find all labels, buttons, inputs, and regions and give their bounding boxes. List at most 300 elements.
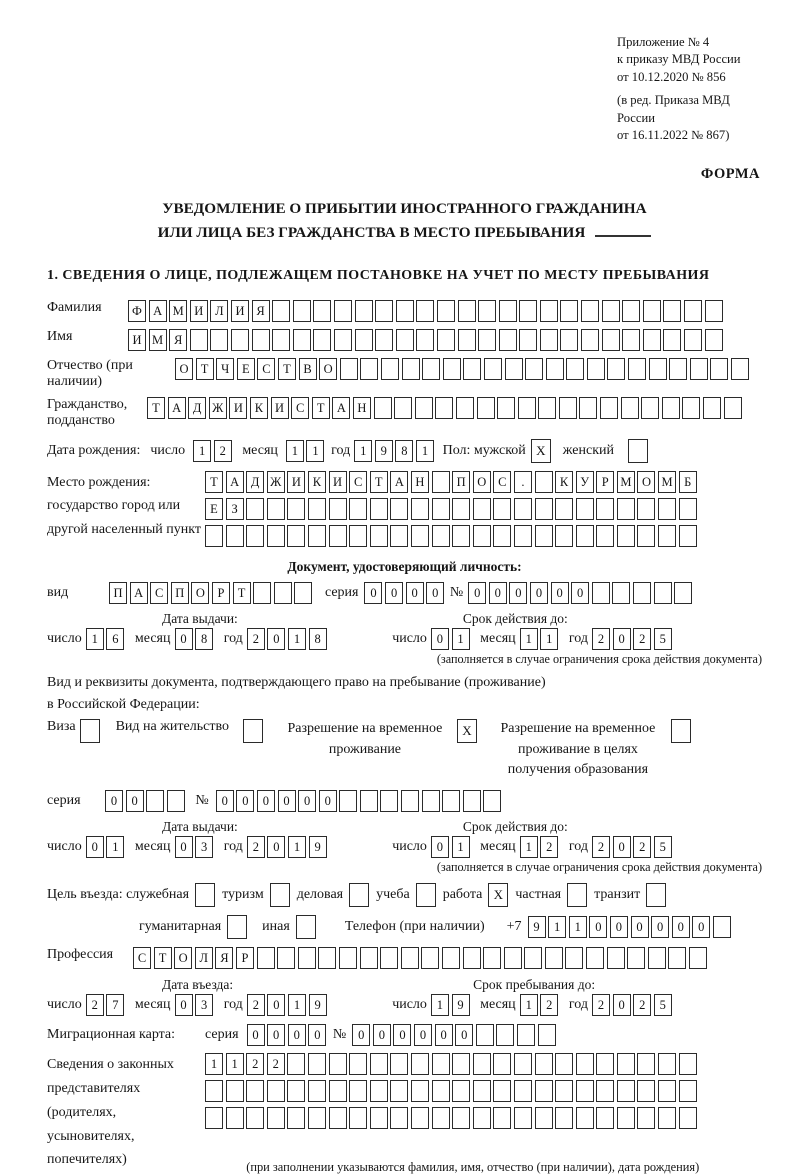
char-cell[interactable]: 9 [309, 836, 327, 858]
char-cell[interactable]: 9 [375, 440, 393, 462]
char-cell[interactable]: Т [278, 358, 296, 380]
char-cell[interactable] [452, 1080, 470, 1102]
char-cell[interactable]: 0 [489, 582, 507, 604]
char-cell[interactable] [370, 1080, 388, 1102]
char-cell[interactable] [596, 1080, 614, 1102]
char-cell[interactable]: 0 [236, 790, 254, 812]
char-cell[interactable] [535, 471, 553, 493]
char-cell[interactable]: 5 [654, 836, 672, 858]
char-cell[interactable]: 0 [308, 1024, 326, 1046]
char-cell[interactable] [463, 947, 481, 969]
char-cell[interactable] [370, 525, 388, 547]
char-cell[interactable]: 0 [364, 582, 382, 604]
char-cell[interactable] [555, 1053, 573, 1075]
char-cell[interactable] [349, 1107, 367, 1129]
char-cell[interactable] [432, 471, 450, 493]
visa-checkbox[interactable] [80, 719, 100, 743]
char-cell[interactable] [649, 358, 667, 380]
char-cell[interactable] [679, 1053, 697, 1075]
char-cell[interactable]: Т [233, 582, 251, 604]
char-cell[interactable] [535, 498, 553, 520]
char-cell[interactable] [246, 525, 264, 547]
char-cell[interactable] [555, 1107, 573, 1129]
char-cell[interactable]: 2 [247, 836, 265, 858]
char-cell[interactable] [432, 498, 450, 520]
char-cell[interactable] [473, 1107, 491, 1129]
char-cell[interactable] [555, 498, 573, 520]
char-cell[interactable] [477, 397, 495, 419]
char-cell[interactable] [682, 397, 700, 419]
char-cell[interactable] [437, 300, 455, 322]
char-cell[interactable] [637, 1053, 655, 1075]
char-cell[interactable] [654, 582, 672, 604]
char-cell[interactable] [648, 947, 666, 969]
char-cell[interactable]: 1 [288, 628, 306, 650]
char-cell[interactable]: 0 [610, 916, 628, 938]
char-cell[interactable]: 0 [414, 1024, 432, 1046]
char-cell[interactable] [452, 1107, 470, 1129]
char-cell[interactable] [340, 358, 358, 380]
char-cell[interactable] [394, 397, 412, 419]
char-cell[interactable] [411, 1080, 429, 1102]
char-cell[interactable]: 0 [509, 582, 527, 604]
char-cell[interactable]: 0 [393, 1024, 411, 1046]
char-cell[interactable] [473, 1080, 491, 1102]
char-cell[interactable] [452, 498, 470, 520]
transit-checkbox[interactable] [646, 883, 666, 907]
char-cell[interactable] [401, 790, 419, 812]
char-cell[interactable] [576, 1080, 594, 1102]
char-cell[interactable] [287, 1080, 305, 1102]
char-cell[interactable]: 0 [278, 790, 296, 812]
char-cell[interactable]: 0 [631, 916, 649, 938]
char-cell[interactable] [380, 947, 398, 969]
char-cell[interactable]: Е [205, 498, 223, 520]
char-cell[interactable]: Ч [216, 358, 234, 380]
char-cell[interactable] [298, 947, 316, 969]
char-cell[interactable] [355, 329, 373, 351]
char-cell[interactable]: О [191, 582, 209, 604]
char-cell[interactable]: 1 [226, 1053, 244, 1075]
char-cell[interactable] [293, 329, 311, 351]
char-cell[interactable]: П [452, 471, 470, 493]
char-cell[interactable]: Р [596, 471, 614, 493]
char-cell[interactable] [518, 397, 536, 419]
char-cell[interactable]: П [109, 582, 127, 604]
char-cell[interactable]: Е [237, 358, 255, 380]
sex-male-checkbox[interactable]: X [531, 439, 551, 463]
char-cell[interactable] [287, 1053, 305, 1075]
char-cell[interactable]: . [514, 471, 532, 493]
char-cell[interactable] [731, 358, 749, 380]
char-cell[interactable] [390, 498, 408, 520]
char-cell[interactable]: 0 [175, 836, 193, 858]
char-cell[interactable]: О [473, 471, 491, 493]
char-cell[interactable] [442, 947, 460, 969]
char-cell[interactable] [559, 397, 577, 419]
char-cell[interactable] [246, 1107, 264, 1129]
char-cell[interactable] [432, 1080, 450, 1102]
char-cell[interactable]: Р [236, 947, 254, 969]
char-cell[interactable] [370, 1053, 388, 1075]
humanitarian-checkbox[interactable] [227, 915, 247, 939]
char-cell[interactable]: 5 [654, 628, 672, 650]
char-cell[interactable] [504, 947, 522, 969]
char-cell[interactable]: 0 [551, 582, 569, 604]
char-cell[interactable] [478, 300, 496, 322]
char-cell[interactable] [560, 300, 578, 322]
char-cell[interactable]: 0 [267, 1024, 285, 1046]
char-cell[interactable]: К [308, 471, 326, 493]
char-cell[interactable] [463, 790, 481, 812]
char-cell[interactable]: 1 [288, 836, 306, 858]
char-cell[interactable]: Т [154, 947, 172, 969]
char-cell[interactable] [380, 790, 398, 812]
char-cell[interactable] [579, 397, 597, 419]
char-cell[interactable] [627, 947, 645, 969]
char-cell[interactable] [422, 790, 440, 812]
char-cell[interactable]: 0 [672, 916, 690, 938]
char-cell[interactable]: 1 [286, 440, 304, 462]
char-cell[interactable]: Ж [209, 397, 227, 419]
char-cell[interactable] [435, 397, 453, 419]
char-cell[interactable]: 0 [352, 1024, 370, 1046]
char-cell[interactable] [401, 947, 419, 969]
char-cell[interactable] [334, 300, 352, 322]
char-cell[interactable] [566, 358, 584, 380]
char-cell[interactable] [669, 358, 687, 380]
char-cell[interactable]: 1 [452, 628, 470, 650]
char-cell[interactable]: С [291, 397, 309, 419]
char-cell[interactable]: 0 [613, 994, 631, 1016]
char-cell[interactable] [473, 525, 491, 547]
private-checkbox[interactable] [567, 883, 587, 907]
char-cell[interactable]: 9 [452, 994, 470, 1016]
char-cell[interactable] [267, 498, 285, 520]
char-cell[interactable]: И [287, 471, 305, 493]
char-cell[interactable]: 8 [309, 628, 327, 650]
char-cell[interactable]: 2 [267, 1053, 285, 1075]
char-cell[interactable] [226, 1080, 244, 1102]
char-cell[interactable] [452, 525, 470, 547]
char-cell[interactable]: 2 [86, 994, 104, 1016]
char-cell[interactable]: И [229, 397, 247, 419]
char-cell[interactable]: 1 [416, 440, 434, 462]
char-cell[interactable] [267, 525, 285, 547]
char-cell[interactable]: 1 [288, 994, 306, 1016]
char-cell[interactable] [473, 498, 491, 520]
char-cell[interactable] [535, 1053, 553, 1075]
char-cell[interactable] [318, 947, 336, 969]
char-cell[interactable] [411, 1107, 429, 1129]
char-cell[interactable] [617, 1080, 635, 1102]
char-cell[interactable] [596, 1053, 614, 1075]
char-cell[interactable]: Т [196, 358, 214, 380]
char-cell[interactable] [146, 790, 164, 812]
char-cell[interactable] [617, 525, 635, 547]
char-cell[interactable]: 9 [528, 916, 546, 938]
char-cell[interactable] [370, 498, 388, 520]
char-cell[interactable]: Я [169, 329, 187, 351]
char-cell[interactable]: 1 [520, 836, 538, 858]
char-cell[interactable]: 2 [247, 628, 265, 650]
other-checkbox[interactable] [296, 915, 316, 939]
char-cell[interactable] [689, 947, 707, 969]
char-cell[interactable]: 0 [373, 1024, 391, 1046]
char-cell[interactable] [602, 300, 620, 322]
char-cell[interactable] [658, 1080, 676, 1102]
char-cell[interactable]: Т [205, 471, 223, 493]
char-cell[interactable]: 1 [569, 916, 587, 938]
char-cell[interactable]: Р [212, 582, 230, 604]
char-cell[interactable] [274, 582, 292, 604]
char-cell[interactable]: 0 [175, 628, 193, 650]
char-cell[interactable]: Д [188, 397, 206, 419]
temp-permit-edu-checkbox[interactable] [671, 719, 691, 743]
char-cell[interactable] [637, 1080, 655, 1102]
char-cell[interactable]: 0 [175, 994, 193, 1016]
char-cell[interactable] [246, 1080, 264, 1102]
char-cell[interactable]: М [169, 300, 187, 322]
char-cell[interactable]: Б [679, 471, 697, 493]
char-cell[interactable] [272, 300, 290, 322]
char-cell[interactable] [493, 1053, 511, 1075]
char-cell[interactable] [205, 1107, 223, 1129]
char-cell[interactable] [713, 916, 731, 938]
char-cell[interactable] [505, 358, 523, 380]
char-cell[interactable]: 2 [246, 1053, 264, 1075]
char-cell[interactable]: 0 [267, 628, 285, 650]
char-cell[interactable] [586, 947, 604, 969]
char-cell[interactable]: У [576, 471, 594, 493]
char-cell[interactable]: Л [195, 947, 213, 969]
char-cell[interactable] [538, 397, 556, 419]
char-cell[interactable] [602, 329, 620, 351]
char-cell[interactable] [411, 1053, 429, 1075]
char-cell[interactable]: 3 [195, 994, 213, 1016]
char-cell[interactable]: А [332, 397, 350, 419]
char-cell[interactable] [662, 397, 680, 419]
char-cell[interactable] [370, 1107, 388, 1129]
char-cell[interactable]: 0 [468, 582, 486, 604]
char-cell[interactable] [375, 329, 393, 351]
sex-female-checkbox[interactable] [628, 439, 648, 463]
char-cell[interactable] [456, 397, 474, 419]
char-cell[interactable] [540, 329, 558, 351]
char-cell[interactable] [628, 358, 646, 380]
char-cell[interactable]: И [128, 329, 146, 351]
char-cell[interactable] [703, 397, 721, 419]
char-cell[interactable] [576, 525, 594, 547]
char-cell[interactable] [415, 397, 433, 419]
char-cell[interactable] [617, 498, 635, 520]
char-cell[interactable]: С [133, 947, 151, 969]
char-cell[interactable] [390, 525, 408, 547]
char-cell[interactable] [416, 329, 434, 351]
char-cell[interactable] [514, 1107, 532, 1129]
char-cell[interactable]: О [175, 358, 193, 380]
char-cell[interactable] [463, 358, 481, 380]
char-cell[interactable] [684, 300, 702, 322]
work-checkbox[interactable]: X [488, 883, 508, 907]
char-cell[interactable]: 1 [520, 628, 538, 650]
char-cell[interactable]: 1 [193, 440, 211, 462]
char-cell[interactable] [422, 358, 440, 380]
char-cell[interactable] [496, 1024, 514, 1046]
char-cell[interactable] [267, 1107, 285, 1129]
char-cell[interactable]: 0 [298, 790, 316, 812]
char-cell[interactable] [668, 947, 686, 969]
char-cell[interactable] [329, 1107, 347, 1129]
char-cell[interactable] [555, 525, 573, 547]
business-checkbox[interactable] [349, 883, 369, 907]
char-cell[interactable] [416, 300, 434, 322]
char-cell[interactable] [360, 947, 378, 969]
char-cell[interactable]: 8 [395, 440, 413, 462]
char-cell[interactable]: О [319, 358, 337, 380]
char-cell[interactable] [658, 498, 676, 520]
char-cell[interactable] [396, 329, 414, 351]
char-cell[interactable] [421, 947, 439, 969]
char-cell[interactable] [390, 1053, 408, 1075]
char-cell[interactable]: К [250, 397, 268, 419]
char-cell[interactable] [205, 525, 223, 547]
char-cell[interactable]: 7 [106, 994, 124, 1016]
char-cell[interactable] [246, 498, 264, 520]
char-cell[interactable] [277, 947, 295, 969]
char-cell[interactable] [540, 300, 558, 322]
char-cell[interactable] [546, 358, 564, 380]
char-cell[interactable]: 0 [267, 836, 285, 858]
char-cell[interactable] [514, 498, 532, 520]
char-cell[interactable]: 0 [455, 1024, 473, 1046]
char-cell[interactable]: 0 [247, 1024, 265, 1046]
char-cell[interactable] [190, 329, 208, 351]
char-cell[interactable] [519, 329, 537, 351]
char-cell[interactable] [555, 1080, 573, 1102]
char-cell[interactable]: 1 [106, 836, 124, 858]
char-cell[interactable] [205, 1080, 223, 1102]
char-cell[interactable]: П [171, 582, 189, 604]
char-cell[interactable]: И [190, 300, 208, 322]
char-cell[interactable] [272, 329, 290, 351]
char-cell[interactable]: А [149, 300, 167, 322]
char-cell[interactable] [329, 498, 347, 520]
char-cell[interactable] [329, 1053, 347, 1075]
char-cell[interactable] [679, 498, 697, 520]
char-cell[interactable]: Н [353, 397, 371, 419]
char-cell[interactable] [334, 329, 352, 351]
char-cell[interactable] [621, 397, 639, 419]
char-cell[interactable] [313, 329, 331, 351]
char-cell[interactable]: 5 [654, 994, 672, 1016]
char-cell[interactable] [600, 397, 618, 419]
char-cell[interactable]: Ж [267, 471, 285, 493]
temp-permit-checkbox[interactable]: X [457, 719, 477, 743]
char-cell[interactable] [167, 790, 185, 812]
char-cell[interactable] [375, 300, 393, 322]
char-cell[interactable]: И [231, 300, 249, 322]
char-cell[interactable] [497, 397, 515, 419]
char-cell[interactable] [587, 358, 605, 380]
char-cell[interactable]: 1 [205, 1053, 223, 1075]
char-cell[interactable]: А [390, 471, 408, 493]
char-cell[interactable] [637, 525, 655, 547]
char-cell[interactable] [592, 582, 610, 604]
char-cell[interactable]: 0 [530, 582, 548, 604]
char-cell[interactable] [349, 1080, 367, 1102]
char-cell[interactable]: 0 [126, 790, 144, 812]
char-cell[interactable]: Т [147, 397, 165, 419]
char-cell[interactable]: 8 [195, 628, 213, 650]
char-cell[interactable] [684, 329, 702, 351]
char-cell[interactable] [524, 947, 542, 969]
char-cell[interactable] [607, 358, 625, 380]
char-cell[interactable]: 0 [86, 836, 104, 858]
char-cell[interactable] [622, 300, 640, 322]
char-cell[interactable]: 0 [319, 790, 337, 812]
char-cell[interactable]: 2 [633, 994, 651, 1016]
char-cell[interactable]: 1 [540, 628, 558, 650]
char-cell[interactable]: Т [370, 471, 388, 493]
char-cell[interactable]: 2 [540, 836, 558, 858]
char-cell[interactable] [545, 947, 563, 969]
char-cell[interactable]: 0 [267, 994, 285, 1016]
char-cell[interactable] [633, 582, 651, 604]
char-cell[interactable] [411, 498, 429, 520]
char-cell[interactable] [643, 329, 661, 351]
char-cell[interactable]: А [168, 397, 186, 419]
char-cell[interactable] [253, 582, 271, 604]
char-cell[interactable] [252, 329, 270, 351]
char-cell[interactable] [287, 525, 305, 547]
char-cell[interactable] [360, 358, 378, 380]
char-cell[interactable] [724, 397, 742, 419]
char-cell[interactable] [514, 525, 532, 547]
char-cell[interactable]: 0 [431, 836, 449, 858]
char-cell[interactable] [308, 1053, 326, 1075]
char-cell[interactable] [658, 1053, 676, 1075]
char-cell[interactable] [294, 582, 312, 604]
char-cell[interactable]: С [349, 471, 367, 493]
char-cell[interactable]: 2 [592, 994, 610, 1016]
char-cell[interactable] [622, 329, 640, 351]
char-cell[interactable] [257, 947, 275, 969]
char-cell[interactable]: М [617, 471, 635, 493]
char-cell[interactable] [565, 947, 583, 969]
char-cell[interactable] [308, 525, 326, 547]
residence-permit-checkbox[interactable] [243, 719, 263, 743]
char-cell[interactable]: 2 [540, 994, 558, 1016]
char-cell[interactable] [349, 1053, 367, 1075]
char-cell[interactable] [637, 498, 655, 520]
char-cell[interactable] [607, 947, 625, 969]
char-cell[interactable] [442, 790, 460, 812]
char-cell[interactable] [535, 1107, 553, 1129]
char-cell[interactable]: 0 [651, 916, 669, 938]
char-cell[interactable] [226, 1107, 244, 1129]
char-cell[interactable]: 2 [633, 628, 651, 650]
char-cell[interactable] [535, 525, 553, 547]
char-cell[interactable] [679, 1107, 697, 1129]
char-cell[interactable]: 0 [435, 1024, 453, 1046]
char-cell[interactable] [287, 1107, 305, 1129]
char-cell[interactable] [226, 525, 244, 547]
char-cell[interactable]: 0 [385, 582, 403, 604]
char-cell[interactable] [339, 947, 357, 969]
char-cell[interactable] [643, 300, 661, 322]
char-cell[interactable] [493, 498, 511, 520]
